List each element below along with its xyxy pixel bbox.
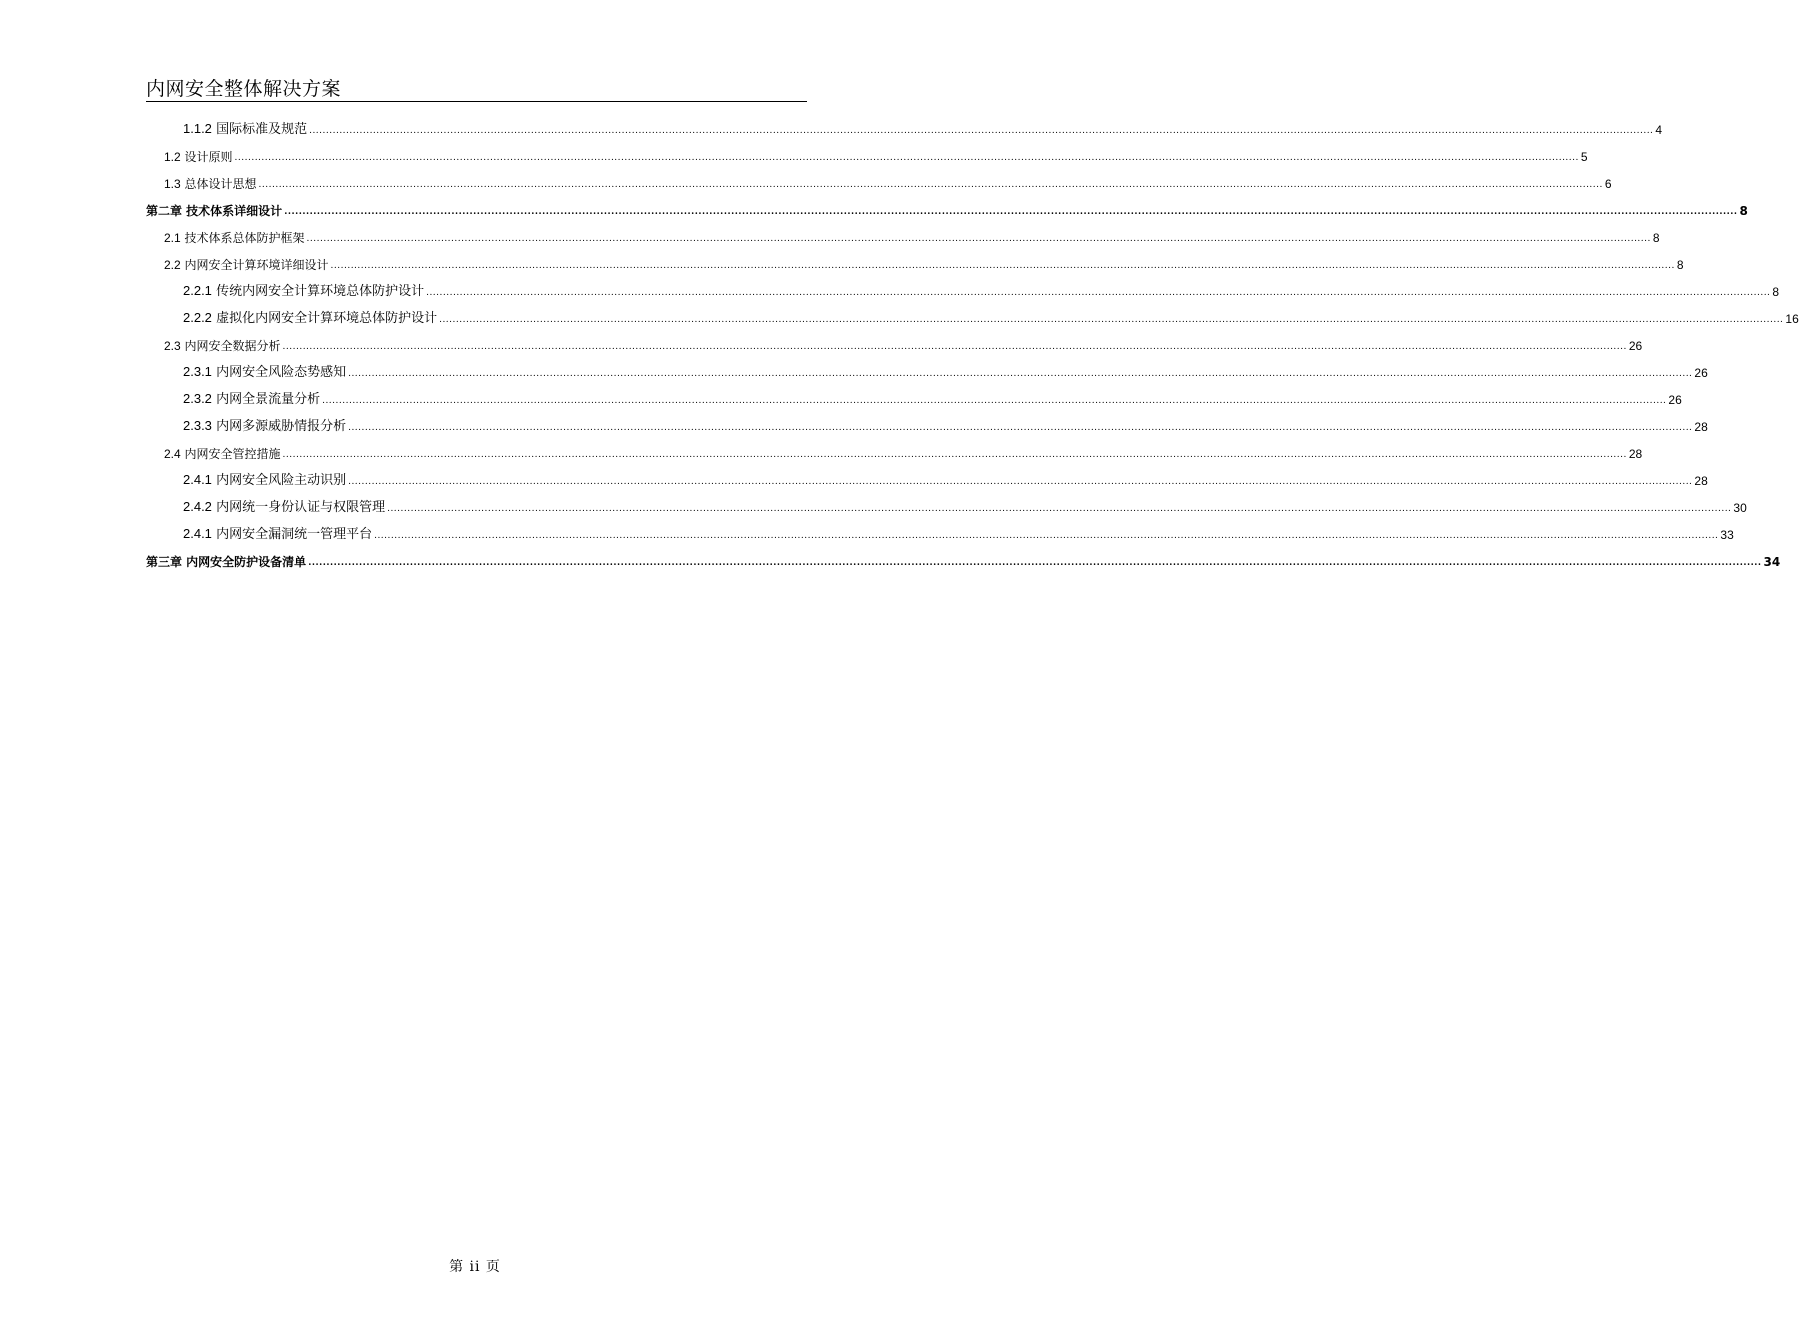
toc-leader-dots: ................................................................................................................................................................................................................................................................................................................................................................................................................ [322,396,1667,406]
toc-entry-page: 33 [1720,528,1734,542]
toc-leader-dots: ................................................................................................................................................................................................................................................................................................................................................................................................................ [308,558,1762,568]
toc-leader-dots: ................................................................................................................................................................................................................................................................................................................................................................................................................ [348,369,1693,379]
toc-entry-page: 6 [1604,177,1612,191]
toc-entry-page: 16 [1785,312,1799,326]
toc-entry-page: 28 [1694,420,1708,434]
toc-entry-label [164,446,283,462]
toc-entry-text: 传统内网安全计算环境总体防护设计 [216,284,425,299]
toc-entry-text: 内网安全漏洞统一管理平台 [216,527,373,542]
toc-entry[interactable] [146,219,1660,246]
toc-entry-text: 内网多源威胁情报分析 [216,419,347,434]
toc-entry-number: 1.1.2 [183,121,212,136]
toc-entry-page: 28 [1694,474,1708,488]
toc-entry-number: 2.4 [164,447,181,461]
toc-entry-number: 2.2.1 [183,283,212,298]
toc-entry-label [183,364,348,381]
toc-entry[interactable] [146,246,1684,273]
toc-leader-dots: ................................................................................................................................................................................................................................................................................................................................................................................................................ [284,207,1738,217]
toc-leader-dots: ................................................................................................................................................................................................................................................................................................................................................................................................................ [439,315,1784,325]
toc-entry-number: 2.3 [164,339,181,353]
toc-entry[interactable] [146,300,1799,327]
toc-entry-label [183,391,322,408]
toc-entry-label [183,418,348,435]
toc-entry-label [183,499,387,516]
toc-entry-number: 1.3 [164,177,181,191]
toc-entry[interactable] [146,354,1708,381]
toc-entry-number: 2.2 [164,258,181,272]
toc-entry[interactable] [146,462,1708,489]
toc-entry-text: 内网全景流量分析 [216,392,321,407]
toc-entry-label [164,176,259,192]
toc-entry[interactable] [146,543,1781,570]
toc-entry[interactable] [146,165,1612,192]
toc-entry-page: 8 [1676,258,1684,272]
toc-leader-dots: ................................................................................................................................................................................................................................................................................................................................................................................................................ [306,234,1651,244]
toc-entry-number: 2.4.2 [183,499,212,514]
toc-entry-page: 26 [1694,366,1708,380]
toc-entry[interactable] [146,192,1748,219]
toc-entry-label [183,121,309,138]
toc-entry-label [164,230,307,246]
toc-entry[interactable] [146,381,1682,408]
toc-entry-label [183,472,348,489]
toc-entry-text: 内网安全计算环境详细设计 [184,258,329,272]
toc-entry-page: 30 [1733,501,1747,515]
page-number-footer: 第 ii 页 [449,1259,501,1275]
toc-entry[interactable] [146,435,1643,462]
toc-entry-page: 28 [1628,447,1643,461]
header-rule [146,101,807,102]
toc-entry-label [183,526,374,543]
toc-entry-page: 8 [1652,231,1660,245]
toc-entry-page: 5 [1580,150,1588,164]
toc-entry-text: 内网安全数据分析 [184,339,281,353]
toc-entry-text: 内网统一身份认证与权限管理 [216,500,386,515]
toc-leader-dots: ................................................................................................................................................................................................................................................................................................................................................................................................................ [374,531,1719,541]
toc-entry-label [146,554,308,570]
toc-entry-label [164,149,235,165]
toc-entry-text: 国际标准及规范 [216,122,308,137]
toc-entry-text: 技术体系总体防护框架 [184,231,305,245]
toc-entry-number: 2.4.1 [183,526,212,541]
toc-leader-dots: ................................................................................................................................................................................................................................................................................................................................................................................................................ [309,126,1654,136]
toc-entry-page: 26 [1628,339,1643,353]
toc-entry[interactable] [146,138,1588,165]
toc-entry-label [164,257,331,273]
toc-entry-number: 2.2.2 [183,310,212,325]
toc-entry-page: 26 [1668,393,1682,407]
document-header-title: 内网安全整体解决方案 [146,78,342,100]
toc-leader-dots: ................................................................................................................................................................................................................................................................................................................................................................................................................ [426,288,1771,298]
toc-entry-text: 第二章 技术体系详细设计 [146,204,283,218]
toc-entry-label [146,203,284,219]
toc-entry-page: 4 [1655,123,1663,137]
toc-entry-number: 2.1 [164,231,181,245]
toc-entry[interactable] [146,408,1708,435]
toc-leader-dots: ................................................................................................................................................................................................................................................................................................................................................................................................................ [348,423,1693,433]
toc-entry-text: 总体设计思想 [184,177,257,191]
toc-leader-dots: ................................................................................................................................................................................................................................................................................................................................................................................................................ [282,342,1627,352]
toc-entry-page: 8 [1739,204,1748,218]
toc-entry-number: 2.3.2 [183,391,212,406]
toc-entry-text: 虚拟化内网安全计算环境总体防护设计 [216,311,438,326]
toc-entry-text: 内网安全管控措施 [184,447,281,461]
toc-entry[interactable] [146,489,1747,516]
toc-leader-dots: ................................................................................................................................................................................................................................................................................................................................................................................................................ [330,261,1675,271]
toc-entry[interactable] [146,516,1734,543]
toc-entry[interactable] [146,327,1643,354]
toc-entry-label [183,283,426,300]
toc-entry-page: 8 [1772,285,1780,299]
toc-leader-dots: ................................................................................................................................................................................................................................................................................................................................................................................................................ [258,180,1603,190]
toc-entry-text: 设计原则 [184,150,233,164]
toc-entry-number: 2.3.1 [183,364,212,379]
toc-entry-number: 2.3.3 [183,418,212,433]
toc-entry-text: 第三章 内网安全防护设备清单 [146,555,307,569]
toc-entry-text: 内网安全风险主动识别 [216,473,347,488]
toc-entry-label [183,310,439,327]
toc-leader-dots: ................................................................................................................................................................................................................................................................................................................................................................................................................ [234,153,1579,163]
toc-entry-text: 内网安全风险态势感知 [216,365,347,380]
toc-leader-dots: ................................................................................................................................................................................................................................................................................................................................................................................................................ [387,504,1732,514]
toc-entry[interactable] [146,273,1780,300]
toc-entry-page: 34 [1763,555,1781,569]
toc-leader-dots: ................................................................................................................................................................................................................................................................................................................................................................................................................ [348,477,1693,487]
toc-entry-label [164,338,283,354]
toc-leader-dots: ................................................................................................................................................................................................................................................................................................................................................................................................................ [282,450,1627,460]
toc-entry-number: 2.4.1 [183,472,212,487]
toc-entry[interactable] [146,111,1663,138]
toc-entry-number: 1.2 [164,150,181,164]
